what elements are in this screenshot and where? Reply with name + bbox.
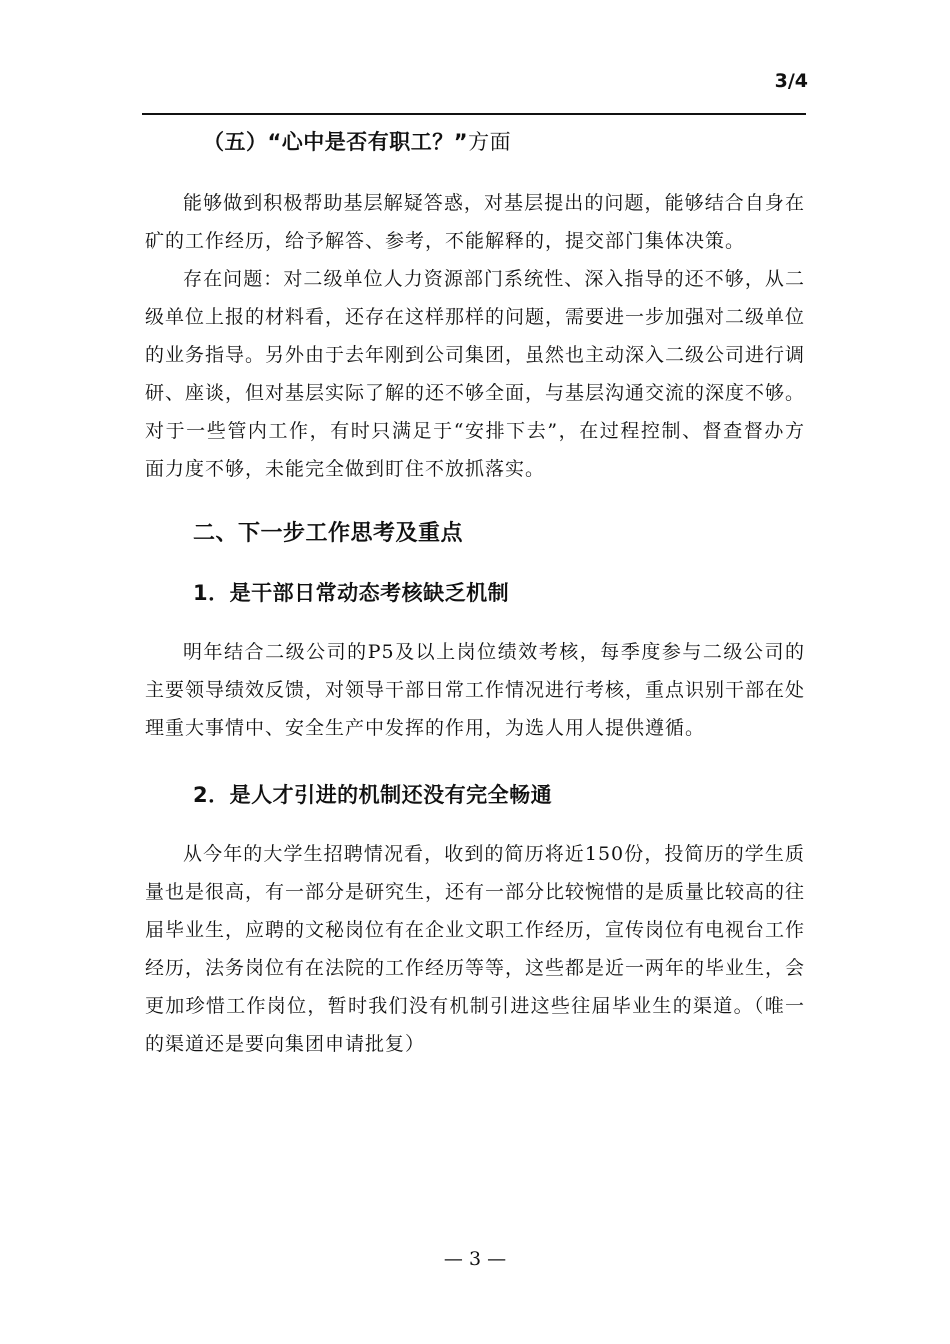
section-five-paragraph-1: 能够做到积极帮助基层解疑答惑，对基层提出的问题，能够结合自身在矿的工作经历，给予解答、参考，不能解释的，提交部门集体决策。 [145,192,805,252]
section-five-heading-normal: 方面 [468,130,512,154]
item-2-heading: 2．是人才引进的机制还没有完全畅通 [193,783,553,807]
section-two-heading: 二、下一步工作思考及重点 [193,521,464,546]
document-body [145,122,805,1063]
section-five-paragraph-2: 存在问题：对二级单位人力资源部门系统性、深入指导的还不够，从二级单位上报的材料看，还存在这样那样的问题，需要进一步加强对二级单位的业务指导。另外由于去年刚到公司集团，虽然也主动深入二级公司进行调研、座谈，但对基层实际了解的还不够全面，与基层沟通交流的深度不够。对于一些管内工作，有时只满足于“安排下去”，在过程控制、督查督办方面力度不够，未能完全做到盯住不放抓落实。 [145,268,806,480]
item-1-paragraph: 明年结合二级公司的P5及以上岗位绩效考核，每季度参与二级公司的主要领导绩效反馈，对领导干部日常工作情况进行考核，重点识别干部在处理重大事情中、安全生产中发挥的作用，为选人用人提供遵循。 [145,641,806,739]
section-five-heading-bold: （五）“心中是否有职工？” [203,130,469,154]
header-rule [142,113,806,115]
footer-page-number: — 3 — [443,1248,507,1270]
header-page-indicator: 3/4 [774,70,808,92]
item-1-heading: 1．是干部日常动态考核缺乏机制 [193,581,510,605]
item-2-paragraph: 从今年的大学生招聘情况看，收到的简历将近150份，投简历的学生质量也是很高，有一部分是研究生，还有一部分比较惋惜的是质量比较高的往届毕业生，应聘的文秘岗位有在企业文职工作经历，宣传岗位有电视台工作经历，法务岗位有在法院的工作经历等等，这些都是近一两年的毕业生，会更加珍惜工作岗位，暂时我们没有机制引进这些往届毕业生的渠道。（唯一的渠道还是要向集团申请批复） [145,843,806,1055]
section-five-heading [145,126,805,156]
